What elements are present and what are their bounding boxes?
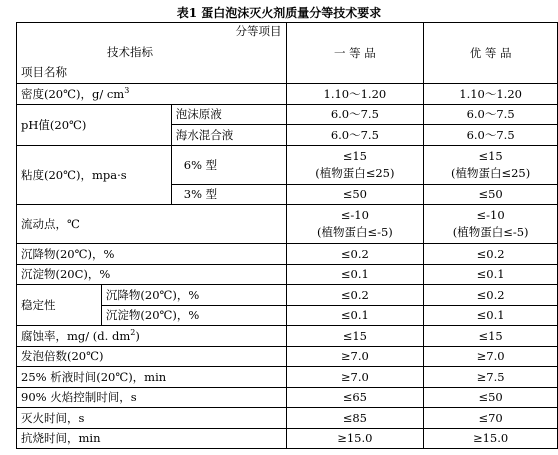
cell-value: ≤70 bbox=[424, 408, 558, 429]
header-first-grade: 一 等 品 bbox=[286, 23, 424, 84]
row-label: 粘度(20℃)，mpa·s bbox=[17, 145, 172, 205]
row-label: 灭火时间，s bbox=[17, 408, 287, 429]
cell-value: 6.0～7.5 bbox=[424, 125, 558, 146]
row-label: 25% 析液时间(20℃)，min bbox=[17, 367, 287, 388]
cell-value: ≤0.2 bbox=[424, 244, 558, 265]
row-label: 流动点，℃ bbox=[17, 205, 287, 244]
table-row bbox=[17, 244, 558, 265]
table-row bbox=[17, 104, 558, 125]
sub-label: 6% 型 bbox=[171, 145, 286, 184]
cell-value: ≤0.1 bbox=[424, 305, 558, 326]
diagonal-header-cell bbox=[17, 23, 287, 84]
cell-value: ≤15 (植物蛋白≤25) bbox=[424, 145, 558, 184]
table-row bbox=[17, 145, 558, 184]
cell-value: ≤50 bbox=[286, 184, 424, 205]
header-superior-grade: 优 等 品 bbox=[424, 23, 558, 84]
row-label: 发泡倍数(20℃) bbox=[17, 346, 287, 367]
cell-value: 1.10～1.20 bbox=[286, 84, 424, 105]
table-row bbox=[17, 205, 558, 244]
sub-label: 沉降物(20℃)，% bbox=[101, 285, 286, 306]
table-row bbox=[17, 387, 558, 408]
cell-value: ≥7.0 bbox=[424, 346, 558, 367]
header-item-label: 项目名称 bbox=[21, 65, 67, 79]
table-title: 表1 蛋白泡沫灭火剂质量分等技术要求 bbox=[176, 6, 382, 20]
header-indicator-label: 技术指标 bbox=[107, 45, 153, 59]
row-label: 抗烧时间，min bbox=[17, 428, 287, 449]
cell-value: ≤15 bbox=[424, 326, 558, 347]
table-row bbox=[17, 346, 558, 367]
header-grade-label: 分等项目 bbox=[235, 24, 282, 38]
cell-value: ≤-10 (植物蛋白≤-5) bbox=[424, 205, 558, 244]
cell-value: ≤0.1 bbox=[286, 305, 424, 326]
cell-value: ≤65 bbox=[286, 387, 424, 408]
cell-value: ≤0.2 bbox=[286, 285, 424, 306]
cell-value: ≥15.0 bbox=[286, 428, 424, 449]
header-row bbox=[17, 23, 558, 84]
cell-value: ≤0.1 bbox=[286, 264, 424, 285]
sub-label: 海水混合液 bbox=[171, 125, 286, 146]
row-label: 90% 火焰控制时间，s bbox=[17, 387, 287, 408]
cell-value: 6.0～7.5 bbox=[424, 104, 558, 125]
table-row bbox=[17, 264, 558, 285]
cell-value: ≥7.0 bbox=[286, 367, 424, 388]
table-row bbox=[17, 428, 558, 449]
cell-value: 6.0～7.5 bbox=[286, 104, 424, 125]
sub-label: 泡沫原液 bbox=[171, 104, 286, 125]
cell-value: ≤0.2 bbox=[286, 244, 424, 265]
cell-value: ≤50 bbox=[424, 387, 558, 408]
cell-value: 6.0～7.5 bbox=[286, 125, 424, 146]
sub-label: 3% 型 bbox=[171, 184, 286, 205]
cell-value: ≥7.5 bbox=[424, 367, 558, 388]
row-label: 沉淀物(20C)，% bbox=[17, 264, 287, 285]
cell-value: ≤0.2 bbox=[424, 285, 558, 306]
table-row bbox=[17, 326, 558, 347]
cell-value: ≥7.0 bbox=[286, 346, 424, 367]
cell-value: ≤0.1 bbox=[424, 264, 558, 285]
row-label: pH值(20℃) bbox=[17, 104, 172, 145]
row-label: 腐蚀率，mg/ (d. $dm^2$) bbox=[17, 326, 287, 347]
cell-value: ≤-10 (植物蛋白≤-5) bbox=[286, 205, 424, 244]
cell-value: 1.10～1.20 bbox=[424, 84, 558, 105]
cell-value: ≥15.0 bbox=[424, 428, 558, 449]
cell-value: ≤85 bbox=[286, 408, 424, 429]
table-row bbox=[17, 408, 558, 429]
table-row bbox=[17, 285, 558, 306]
row-label: 沉降物(20℃)，% bbox=[17, 244, 287, 265]
cell-value: ≤15 bbox=[286, 326, 424, 347]
row-label: 密度(20℃)，g/ $cm^3$ bbox=[17, 84, 287, 105]
table-row bbox=[17, 367, 558, 388]
cell-value: ≤15 (植物蛋白≤25) bbox=[286, 145, 424, 184]
row-label: 稳定性 bbox=[17, 285, 102, 326]
sub-label: 沉淀物(20℃)，% bbox=[101, 305, 286, 326]
cell-value: ≤50 bbox=[424, 184, 558, 205]
spec-table bbox=[16, 22, 558, 449]
table-row bbox=[17, 84, 558, 105]
